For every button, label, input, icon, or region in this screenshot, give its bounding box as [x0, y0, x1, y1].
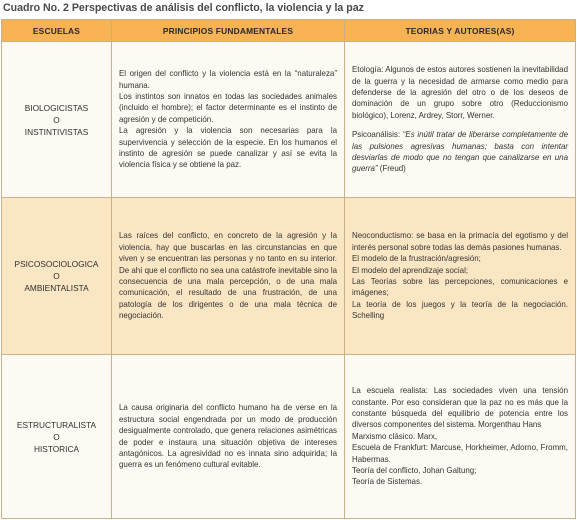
theory-text	[352, 129, 568, 175]
principles-cell	[112, 355, 345, 519]
school-alt-name: AMBIENTALISTA	[24, 283, 89, 293]
theories-cell	[345, 355, 576, 519]
header-escuelas: ESCUELAS	[2, 20, 112, 42]
table-row	[2, 42, 576, 198]
theory-quote: “Es inútil tratar de liberarse completamente de las pulsiones agresivas humanas; basta con intentar desviarlas de modo que no tengan que canalizarse en una guerra”	[352, 130, 569, 174]
theory-text: Teoría del conflicto, Johan Galtung;	[352, 466, 477, 476]
principles-cell	[112, 42, 345, 198]
perspectives-table	[1, 19, 576, 519]
theory-text: El modelo de la frustración/agresión;	[352, 254, 481, 264]
school-name: BIOLOGICISTAS	[24, 102, 89, 113]
theory-text: Teoría de Sistemas.	[352, 477, 423, 487]
theory-text: Las Teorías sobre las percepciones, comunicaciones e imágenes;	[352, 277, 568, 298]
theory-text: La teoría de los juegos y la teoría de la negociación. Schelling	[352, 299, 568, 321]
school-cell	[2, 198, 112, 355]
school-cell	[2, 355, 112, 519]
table-row	[2, 355, 576, 519]
theory-text: Neoconductismo: se basa en la primacía del egotismo y del interés personal sobre todas las demás pasiones humanas.	[352, 231, 568, 252]
principle-text: La agresión y la violencia son necesarias para la supervivencia y selección de la especie. En los humanos el instinto de agresión se puede canalizar y así se evita la violencia física y se obtiene la paz.	[119, 126, 337, 170]
principle-text: El origen del conflicto y la violencia está en la “naturaleza” humana.	[119, 69, 337, 90]
header-principios: PRINCIPIOS FUNDAMENTALES	[112, 20, 345, 42]
theory-text: La escuela realista: Las sociedades viven una tensión constante. Por eso consideran que la paz no es más que la constante búsqueda del equilibrio de potencia entre los diversos componentes del sistema. Morgenthau Hans	[352, 386, 568, 430]
theory-author: (Freud)	[377, 164, 406, 174]
theory-text: Etología: Algunos de estos autores sostienen la inevitabilidad de la guerra y la necesidad de armarse como medio para defenderse de la agresión del otro o de los deseos de dominación de un grupo sobre otro (Reduccionismo biológico), Lorenz, Ardrey, Storr, Werner.	[352, 65, 568, 120]
school-alt-name: INSTINTIVISTAS	[24, 126, 89, 137]
header-row	[2, 20, 576, 42]
principle-text: Los instintos son innatos en todas las sociedades animales (incluido el hombre); el factor determinante es el instinto de agresión y de competición.	[119, 91, 337, 124]
theory-text: Escuela de Frankfurt: Marcuse, Horkheimer, Adorno, Fromm, Habermas.	[352, 443, 568, 464]
school-name: PSICOSOCIOLOGICA	[14, 259, 99, 269]
school-connector: O	[53, 431, 60, 442]
theories-cell	[345, 198, 576, 355]
school-connector: O	[53, 271, 60, 281]
theories-cell	[345, 42, 576, 198]
theory-text: El modelo del aprendizaje social;	[352, 265, 469, 275]
principles-cell	[112, 198, 345, 355]
theory-label: Psicoanálisis:	[352, 130, 403, 140]
table-row	[2, 198, 576, 355]
table-caption: Cuadro No. 2 Perspectivas de análisis del conflicto, la violencia y la paz	[3, 2, 364, 14]
school-alt-name: HISTORICA	[33, 443, 80, 454]
principle-text: La causa originaria del conflicto humano ha de verse en la estructura social engendrada por un modo de producción desigualmente controlado, que genera relaciones asimétricas de poder e instaura una situación objetiva de intereses antagónicos. La agresividad no es innata sino adquirida; la guerra es un fenómeno cultural evitable.	[119, 403, 337, 470]
school-connector: O	[53, 114, 60, 125]
theory-text: Marxismo clásico. Marx,	[352, 431, 438, 441]
school-name: ESTRUCTURALISTA	[16, 419, 97, 430]
school-cell	[2, 42, 112, 198]
principle-text: Las raíces del conflicto, en concreto de la agresión y la violencia, hay que buscarlas en las circunstancias en que viven y se encuentran las personas y no tanto en su interior. De ahí que el conflicto no sea una catástrofe inevitable sino la consecuencia de una mala percepción, o de una mala comunicación, el resultado de una frustración, de una patología de los dirigentes o de una mala técnica de negociación.	[119, 231, 337, 321]
header-teorias: TEORIAS Y AUTORES(AS)	[345, 20, 576, 42]
